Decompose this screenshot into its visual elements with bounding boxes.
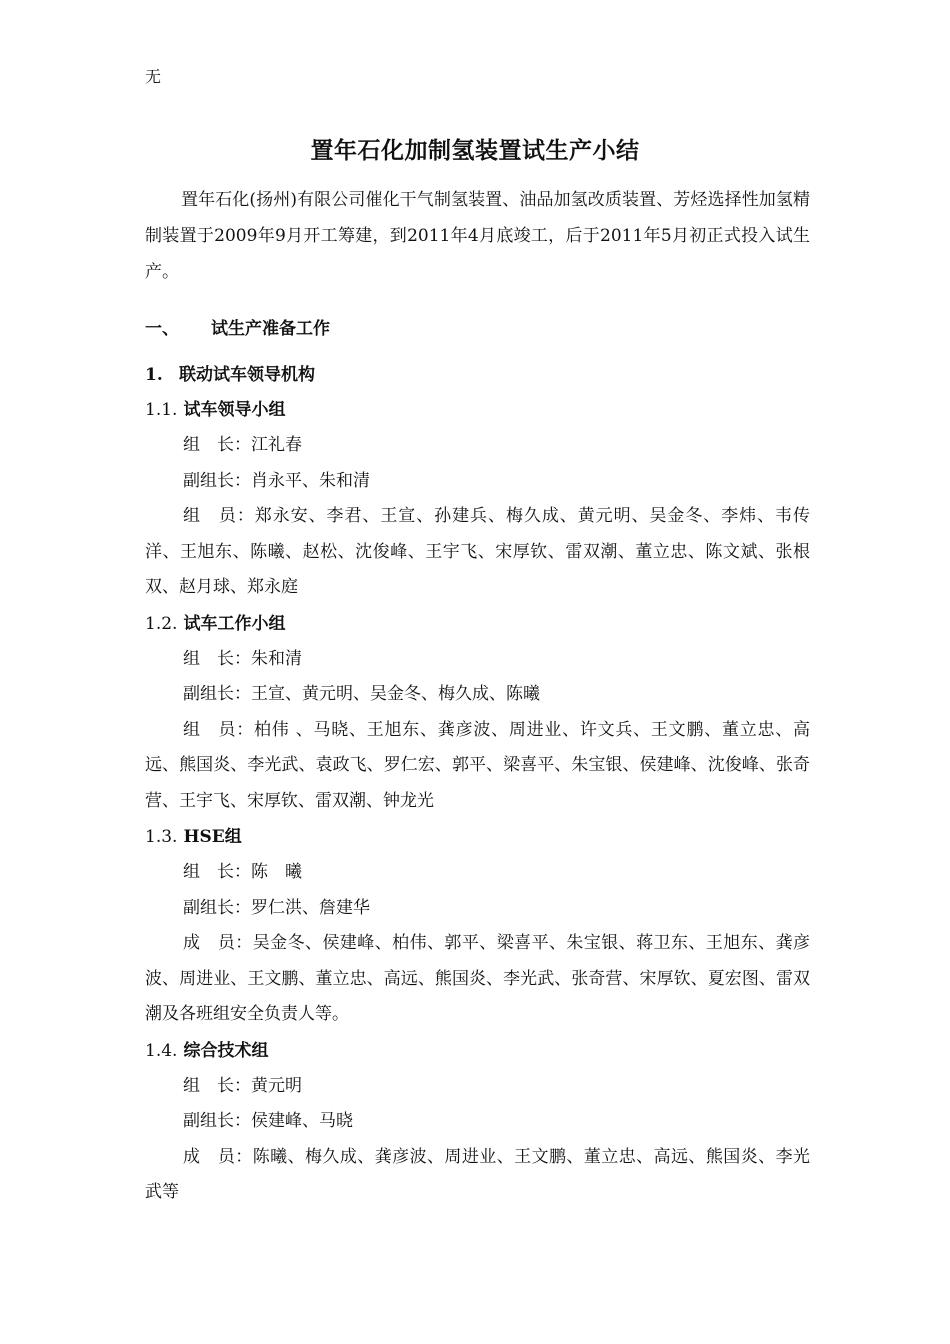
member-names: 陈曦、梅久成、龚彦波、周进业、王文鹏、董立忠、高远、熊国炎、李光武等 (145, 1146, 811, 1202)
leader-name: 黄元明 (251, 1075, 302, 1096)
members-label: 组 员： (183, 719, 255, 740)
deputy-label: 副组长： (183, 684, 251, 704)
group-title: 试车工作小组 (183, 613, 286, 634)
document-title: 置年石化加制氢装置试生产小结 (310, 137, 640, 164)
header-mark: 无 (145, 67, 162, 86)
member-names: 柏伟 、马晓、王旭东、龚彦波、周进业、许文兵、王文鹏、董立忠、高远、熊国炎、李光武、袁政飞、罗仁宏、郭平、梁喜平、朱宝银、侯建峰、沈俊峰、张奇营、王宇飞、宋厚钦、雷双潮、钟龙光 (145, 719, 811, 811)
group-heading (145, 1033, 810, 1069)
group-title: 综合技术组 (183, 1040, 269, 1061)
group-members-line (145, 499, 810, 606)
leader-name: 江礼春 (251, 435, 302, 455)
group-block (145, 392, 810, 606)
section-title: 试生产准备工作 (211, 319, 330, 339)
group-deputy-line (145, 464, 810, 500)
deputy-names: 罗仁洪、詹建华 (251, 897, 370, 918)
group-members-line (145, 1140, 810, 1211)
group-members-line (145, 926, 810, 1033)
deputy-names: 王宣、黄元明、吴金冬、梅久成、陈曦 (251, 684, 540, 704)
group-block (145, 1033, 810, 1211)
section-heading (145, 312, 810, 346)
leader-label: 组 长： (183, 862, 251, 882)
group-number: 1.2. (145, 613, 178, 634)
deputy-label: 副组长： (183, 1111, 251, 1131)
group-leader-line (145, 855, 810, 891)
member-names: 吴金冬、侯建峰、柏伟、郭平、梁喜平、朱宝银、蒋卫东、王旭东、龚彦波、周进业、王文鹏、董立忠、高远、熊国炎、李光武、张奇营、宋厚钦、夏宏图、雷双潮及各班组安全负责人等。 (145, 933, 811, 1024)
group-leader-line (145, 642, 810, 678)
document-body (145, 182, 810, 1211)
group-heading (145, 392, 810, 428)
group-leader-line (145, 428, 810, 464)
member-names: 郑永安、李君、王宣、孙建兵、梅久成、黄元明、吴金冬、李炜、韦传洋、王旭东、陈曦、赵松、沈俊峰、王宇飞、宋厚钦、雷双潮、董立忠、陈文斌、张根双、赵月球、郑永庭 (145, 506, 810, 597)
intro-paragraph: 置年石化(扬州)有限公司催化干气制氢装置、油品加氢改质装置、芳烃选择性加氢精制装置于2009年9月开工筹建，到2011年4月底竣工，后于2011年5月初正式投入试生产。 (145, 190, 810, 282)
leader-label: 组 长： (183, 1075, 251, 1096)
members-label: 成 员： (183, 933, 253, 953)
group-title: 试车领导小组 (183, 400, 286, 420)
deputy-label: 副组长： (183, 897, 251, 918)
leader-name: 朱和清 (251, 648, 302, 669)
members-label: 组 员： (183, 506, 255, 526)
subsection-title: 联动试车领导机构 (179, 365, 315, 385)
group-deputy-line (145, 891, 810, 927)
leader-name: 陈 曦 (251, 862, 302, 882)
group-heading (145, 819, 810, 855)
subsection-number: 1. (145, 365, 163, 385)
group-heading (145, 606, 810, 642)
group-block (145, 819, 810, 1033)
deputy-names: 侯建峰、马晓 (251, 1111, 353, 1131)
group-block (145, 606, 810, 820)
group-deputy-line (145, 677, 810, 713)
members-label: 成 员： (183, 1146, 253, 1167)
group-members-line (145, 713, 810, 820)
group-number: 1.1. (145, 400, 178, 420)
leader-label: 组 长： (183, 435, 251, 455)
leader-label: 组 长： (183, 648, 251, 669)
group-deputy-line (145, 1104, 810, 1140)
group-title: HSE组 (183, 827, 242, 847)
section-number: 一、 (145, 319, 179, 339)
group-number: 1.4. (145, 1040, 178, 1061)
group-leader-line (145, 1069, 810, 1105)
group-number: 1.3. (145, 827, 178, 847)
subsection-heading (145, 358, 810, 392)
deputy-label: 副组长： (183, 470, 251, 491)
deputy-names: 肖永平、朱和清 (251, 470, 370, 491)
